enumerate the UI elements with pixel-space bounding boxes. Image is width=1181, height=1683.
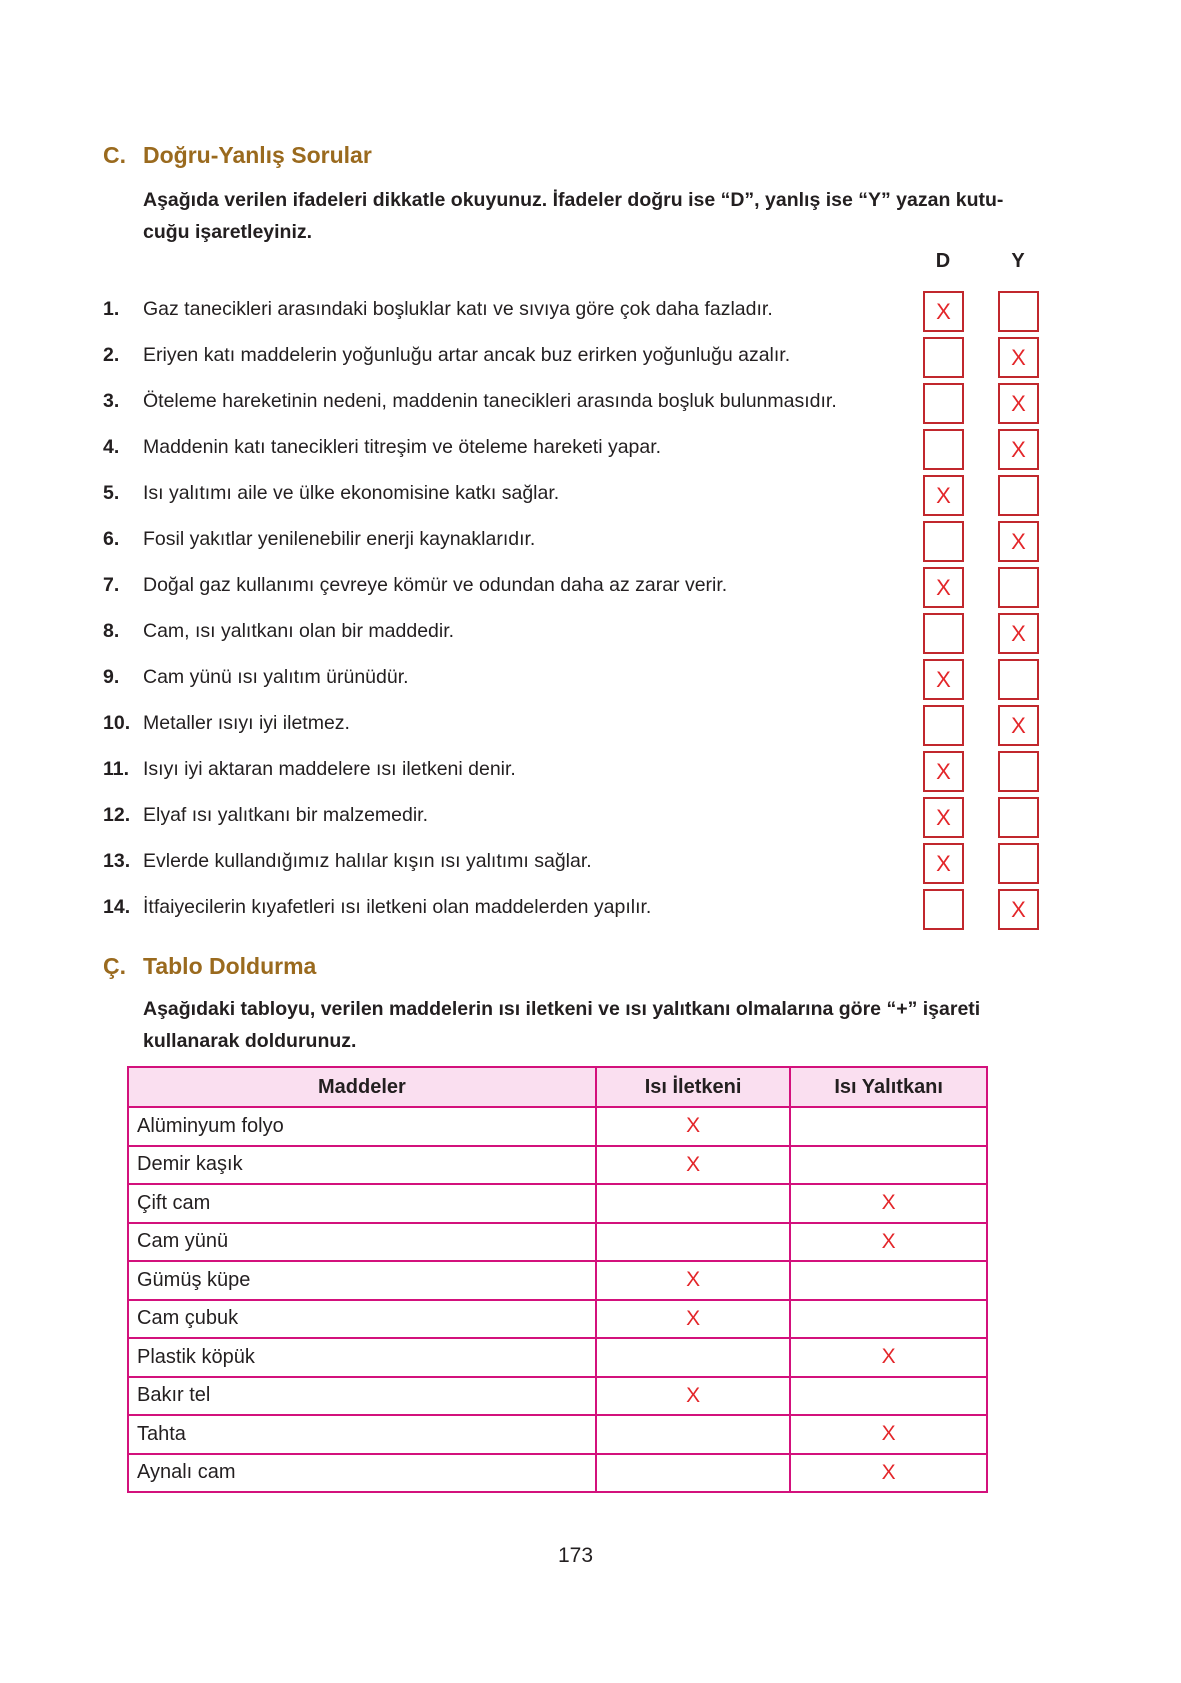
checkbox-dogru[interactable] (923, 613, 964, 654)
cell-isi-yalitkani[interactable] (790, 1146, 987, 1185)
cell-isi-yalitkani[interactable] (790, 1261, 987, 1300)
cell-isi-yalitkani[interactable]: X (790, 1415, 987, 1454)
instructions-line-1: Aşağıda verilen ifadeleri dikkatle okuyunuz. İfadeler doğru ise “D”, yanlış ise “Y” yazan kutu- (143, 189, 1004, 211)
checkbox-yanlis[interactable] (998, 613, 1039, 654)
checkbox-dogru[interactable] (923, 337, 964, 378)
question-row (103, 662, 409, 692)
question-text: Gaz tanecikleri arasındaki boşluklar katı ve sıvıya göre çok daha fazladır. (143, 298, 773, 320)
material-name: Çift cam (128, 1184, 596, 1223)
checkbox-dogru[interactable] (923, 291, 964, 332)
x-mark-icon: X (936, 805, 951, 830)
question-number: 13. (103, 850, 131, 872)
question-row (103, 340, 790, 370)
question-number: 3. (103, 390, 120, 412)
checkbox-dogru[interactable] (923, 705, 964, 746)
question-number: 7. (103, 574, 120, 596)
x-mark-icon: X (936, 851, 951, 876)
question-text: Fosil yakıtlar yenilenebilir enerji kaynaklarıdır. (143, 528, 536, 550)
x-mark-icon: X (936, 299, 951, 324)
checkbox-dogru[interactable] (923, 751, 964, 792)
table-row (128, 1300, 987, 1339)
column-label-d: D (935, 250, 951, 272)
material-name: Tahta (128, 1415, 596, 1454)
cell-isi-yalitkani[interactable] (790, 1300, 987, 1339)
question-text: Isıyı iyi aktaran maddelere ısı iletkeni denir. (143, 758, 516, 780)
header-isi-iletkeni: Isı İletkeni (596, 1067, 791, 1107)
conductor-insulator-table (127, 1066, 988, 1493)
checkbox-dogru[interactable] (923, 843, 964, 884)
material-name: Bakır tel (128, 1377, 596, 1416)
checkbox-dogru[interactable] (923, 659, 964, 700)
question-row (103, 432, 661, 462)
cell-isi-iletkeni[interactable]: X (596, 1107, 791, 1146)
cell-isi-yalitkani[interactable]: X (790, 1338, 987, 1377)
question-number: 14. (103, 896, 131, 918)
question-number: 5. (103, 482, 120, 504)
table-row (128, 1184, 987, 1223)
header-maddeler: Maddeler (128, 1067, 596, 1107)
question-number: 10. (103, 712, 131, 734)
checkbox-yanlis[interactable] (998, 889, 1039, 930)
question-number: 9. (103, 666, 120, 688)
question-row (103, 616, 454, 646)
instructions-line-2: kullanarak doldurunuz. (143, 1030, 357, 1052)
cell-isi-iletkeni[interactable] (596, 1184, 791, 1223)
question-number: 12. (103, 804, 131, 826)
section-cc-instructions (143, 993, 1053, 1057)
question-text: Maddenin katı tanecikleri titreşim ve öteleme hareketi yapar. (143, 436, 662, 458)
cell-isi-iletkeni[interactable] (596, 1338, 791, 1377)
question-text: Eriyen katı maddelerin yoğunluğu artar ancak buz erirken yoğunluğu azalır. (143, 344, 791, 366)
question-number: 1. (103, 298, 120, 320)
table-row (128, 1107, 987, 1146)
question-text: Cam yünü ısı yalıtım ürünüdür. (143, 666, 409, 688)
checkbox-yanlis[interactable] (998, 521, 1039, 562)
checkbox-dogru[interactable] (923, 475, 964, 516)
cell-isi-yalitkani[interactable]: X (790, 1184, 987, 1223)
x-mark-icon: X (1011, 345, 1026, 370)
section-c-instructions (143, 184, 1053, 248)
checkbox-yanlis[interactable] (998, 659, 1039, 700)
cell-isi-iletkeni[interactable] (596, 1415, 791, 1454)
material-name: Gümüş küpe (128, 1261, 596, 1300)
cell-isi-yalitkani[interactable]: X (790, 1454, 987, 1493)
section-c-title (103, 142, 372, 169)
material-name: Plastik köpük (128, 1338, 596, 1377)
page-number (0, 1544, 1181, 1568)
x-mark-icon: X (1011, 437, 1026, 462)
material-name: Demir kaşık (128, 1146, 596, 1185)
question-text: Metaller ısıyı iyi iletmez. (143, 712, 350, 734)
question-row (103, 294, 773, 324)
x-mark-icon: X (1011, 391, 1026, 416)
table-row (128, 1261, 987, 1300)
x-mark-icon: X (1011, 713, 1026, 738)
question-row (103, 754, 516, 784)
question-text: Öteleme hareketinin nedeni, maddenin tanecikleri arasında boşluk bulunmasıdır. (143, 390, 837, 412)
x-mark-icon: X (1011, 529, 1026, 554)
section-c-heading: Doğru-Yanlış Sorular (143, 142, 372, 168)
question-row (103, 892, 651, 922)
section-cc-letter: Ç. (103, 953, 126, 979)
cell-isi-yalitkani[interactable]: X (790, 1223, 987, 1262)
x-mark-icon: X (936, 759, 951, 784)
checkbox-yanlis[interactable] (998, 291, 1039, 332)
question-row (103, 386, 837, 416)
cell-isi-iletkeni[interactable]: X (596, 1300, 791, 1339)
checkbox-yanlis[interactable] (998, 843, 1039, 884)
checkbox-yanlis[interactable] (998, 429, 1039, 470)
cell-isi-iletkeni[interactable]: X (596, 1146, 791, 1185)
checkbox-yanlis[interactable] (998, 383, 1039, 424)
cell-isi-iletkeni[interactable] (596, 1223, 791, 1262)
cell-isi-iletkeni[interactable] (596, 1454, 791, 1493)
page-number-text: 173 (557, 1544, 594, 1567)
checkbox-dogru[interactable] (923, 797, 964, 838)
table-header-row (128, 1067, 987, 1107)
cell-isi-iletkeni[interactable]: X (596, 1377, 791, 1416)
cell-isi-yalitkani[interactable] (790, 1107, 987, 1146)
instructions-line-2: cuğu işaretleyiniz. (143, 221, 313, 243)
table-row (128, 1377, 987, 1416)
x-mark-icon: X (1011, 621, 1026, 646)
checkbox-yanlis[interactable] (998, 567, 1039, 608)
question-number: 2. (103, 344, 120, 366)
question-row (103, 800, 428, 830)
question-text: Elyaf ısı yalıtkanı bir malzemedir. (143, 804, 429, 826)
question-row (103, 846, 592, 876)
question-text: İtfaiyecilerin kıyafetleri ısı iletkeni olan maddelerden yapılır. (143, 896, 652, 918)
table-row (128, 1223, 987, 1262)
checkbox-yanlis[interactable] (998, 705, 1039, 746)
material-name: Cam çubuk (128, 1300, 596, 1339)
question-number: 6. (103, 528, 120, 550)
question-row (103, 570, 727, 600)
question-text: Doğal gaz kullanımı çevreye kömür ve odundan daha az zarar verir. (143, 574, 728, 596)
cell-isi-iletkeni[interactable]: X (596, 1261, 791, 1300)
table-row (128, 1146, 987, 1185)
checkbox-dogru[interactable] (923, 383, 964, 424)
x-mark-icon: X (936, 575, 951, 600)
question-number: 11. (103, 758, 130, 780)
material-name: Alüminyum folyo (128, 1107, 596, 1146)
material-name: Cam yünü (128, 1223, 596, 1262)
x-mark-icon: X (1011, 897, 1026, 922)
material-name: Aynalı cam (128, 1454, 596, 1493)
checkbox-yanlis[interactable] (998, 797, 1039, 838)
section-cc-heading: Tablo Doldurma (143, 953, 317, 979)
section-c-letter: C. (103, 142, 126, 168)
table-row (128, 1415, 987, 1454)
question-row (103, 524, 535, 554)
x-mark-icon: X (936, 483, 951, 508)
x-mark-icon: X (936, 667, 951, 692)
checkbox-yanlis[interactable] (998, 475, 1039, 516)
question-text: Cam, ısı yalıtkanı olan bir maddedir. (143, 620, 455, 642)
checkbox-yanlis[interactable] (998, 751, 1039, 792)
cell-isi-yalitkani[interactable] (790, 1377, 987, 1416)
header-isi-yalitkani: Isı Yalıtkanı (790, 1067, 987, 1107)
question-number: 4. (103, 436, 120, 458)
question-text: Evlerde kullandığımız halılar kışın ısı yalıtımı sağlar. (143, 850, 592, 872)
question-row (103, 708, 350, 738)
table-row (128, 1338, 987, 1377)
section-cc-title (103, 953, 316, 980)
instructions-line-1: Aşağıdaki tabloyu, verilen maddelerin ısı iletkeni ve ısı yalıtkanı olmalarına göre “+” işareti (143, 998, 981, 1020)
question-text: Isı yalıtımı aile ve ülke ekonomisine katkı sağlar. (143, 482, 560, 504)
checkbox-dogru[interactable] (923, 521, 964, 562)
checkbox-yanlis[interactable] (998, 337, 1039, 378)
checkbox-dogru[interactable] (923, 567, 964, 608)
column-label-y: Y (1011, 250, 1025, 272)
checkbox-dogru[interactable] (923, 889, 964, 930)
question-row (103, 478, 559, 508)
checkbox-dogru[interactable] (923, 429, 964, 470)
table-row (128, 1454, 987, 1493)
question-number: 8. (103, 620, 120, 642)
